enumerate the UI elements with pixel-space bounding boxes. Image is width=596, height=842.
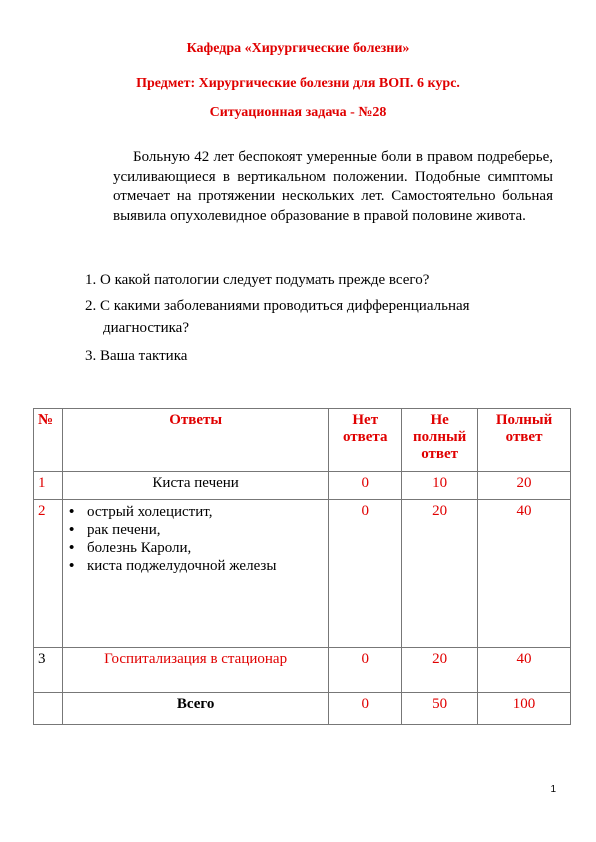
score-partial: 10 xyxy=(402,472,478,500)
row-answer: Киста печени xyxy=(62,472,328,500)
header-full-answer: Полный ответ xyxy=(478,409,571,472)
task-title: Ситуационная задача - №28 xyxy=(209,105,387,120)
total-label: Всего xyxy=(62,693,328,725)
score-partial: 20 xyxy=(402,500,478,648)
page-number: 1 xyxy=(550,784,556,795)
score-none: 0 xyxy=(329,472,402,500)
row-answer-list xyxy=(62,500,328,648)
header-no-answer: Нет ответа xyxy=(329,409,402,472)
list-item: • рак печени, xyxy=(87,521,324,539)
question-1: 1. О какой патологии следует подумать прежде всего? xyxy=(85,272,430,288)
score-full: 40 xyxy=(478,648,571,693)
header-number: № xyxy=(34,409,63,472)
score-none: 0 xyxy=(329,648,402,693)
row-answer: Госпитализация в стационар xyxy=(62,648,328,693)
score-full: 20 xyxy=(478,472,571,500)
question-3: 3. Ваша тактика xyxy=(85,348,188,364)
question-2-continued: диагностика? xyxy=(103,320,189,336)
case-text: Больную 42 лет беспокоят умеренные боли в правом подреберье, усиливающиеся в вертикальном положении. Подобные симптомы отмечает на протяжении нескольких лет. Самостоятельно больная выявила опухолевидное образование в правой половине живота. xyxy=(113,149,553,224)
list-item: • острый холецистит, xyxy=(87,503,324,521)
total-partial: 50 xyxy=(402,693,478,725)
list-item: • болезнь Кароли, xyxy=(87,539,324,557)
table-row xyxy=(34,648,571,693)
department-title: Кафедра «Хирургические болезни» xyxy=(186,41,410,56)
total-none: 0 xyxy=(329,693,402,725)
row-number: 2 xyxy=(34,500,63,648)
score-none: 0 xyxy=(329,500,402,648)
total-empty-cell xyxy=(34,693,63,725)
header-partial-answer: Не полный ответ xyxy=(402,409,478,472)
table-total-row xyxy=(34,693,571,725)
case-description xyxy=(113,148,553,226)
header-answers: Ответы xyxy=(62,409,328,472)
answers-table xyxy=(33,408,571,725)
row-number: 3 xyxy=(34,648,63,693)
total-full: 100 xyxy=(478,693,571,725)
list-item: • киста поджелудочной железы xyxy=(87,557,324,575)
table-row xyxy=(34,472,571,500)
score-partial: 20 xyxy=(402,648,478,693)
subject-title: Предмет: Хирургические болезни для ВОП. 6 курс. xyxy=(136,76,460,91)
score-full: 40 xyxy=(478,500,571,648)
question-2: 2. С какими заболеваниями проводиться дифференциальная xyxy=(85,298,470,314)
row-number: 1 xyxy=(34,472,63,500)
table-row xyxy=(34,500,571,648)
table-header-row xyxy=(34,409,571,472)
